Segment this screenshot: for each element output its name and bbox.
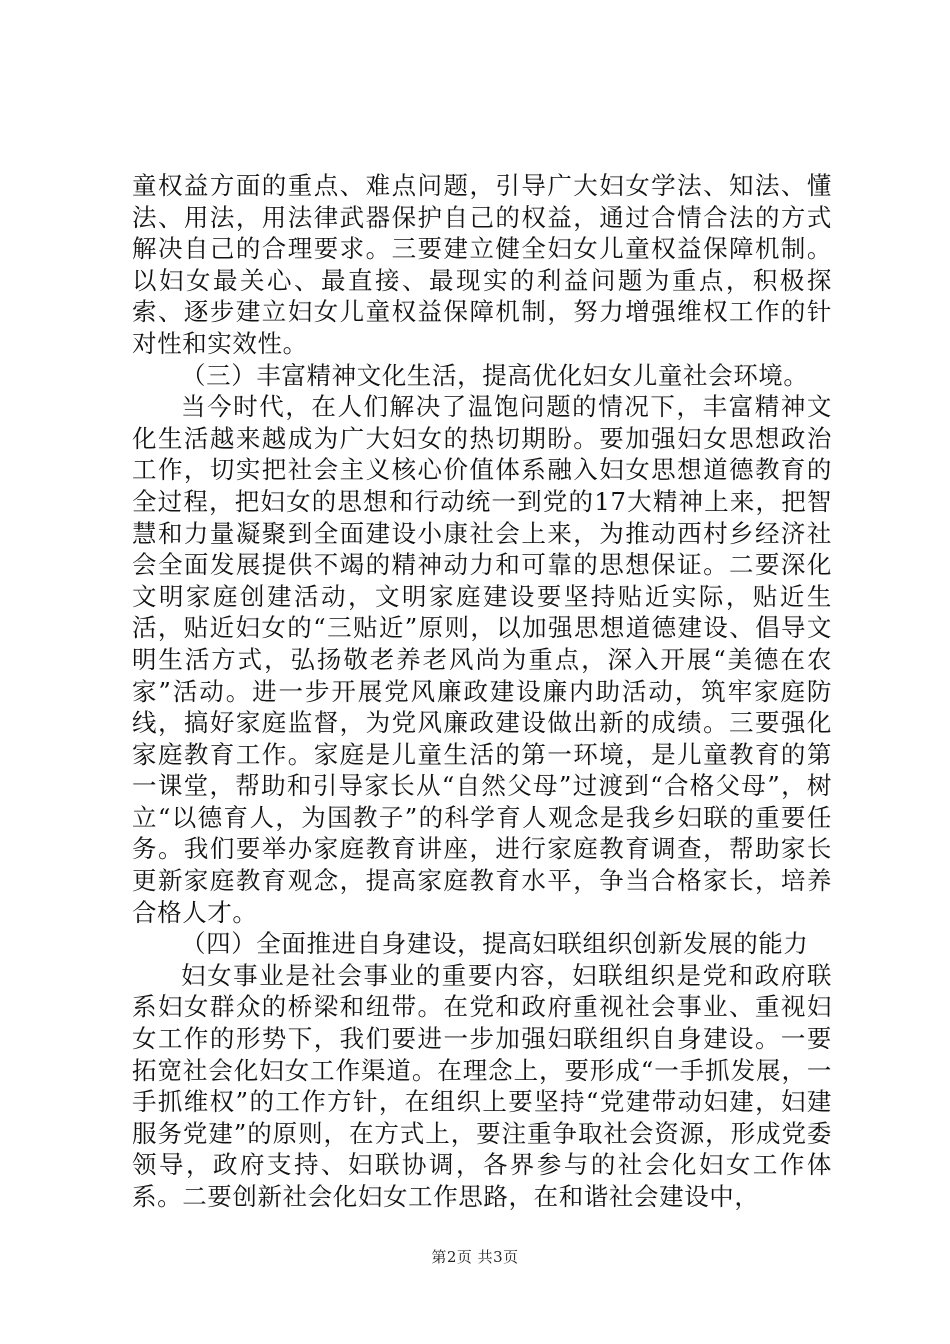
- page-number-footer: 第2页 共3页: [431, 1248, 519, 1266]
- section-heading-4: （四）全面推进自身建设，提高妇联组织创新发展的能力: [181, 929, 809, 959]
- paragraph-continuation: 童权益方面的重点、难点问题，引导广大妇女学法、知法、懂法、用法，用法律武器保护自己的权益，通过合情合法的方式解决自己的合理要求。三要建立健全妇女儿童权益保障机制。以妇女最关心、最直接、最现实的利益问题为重点，积极探索、逐步建立妇女儿童权益保障机制，努力增强维权工作的针对性和实效性。: [132, 171, 832, 358]
- document-body: [132, 170, 832, 1213]
- paragraph-culture: 当今时代，在人们解决了温饱问题的情况下，丰富精神文化生活越来越成为广大妇女的热切期盼。要加强妇女思想政治工作，切实把社会主义核心价值体系融入妇女思想道德教育的全过程，把妇女的思想和行动统一到党的17大精神上来，把智慧和力量凝聚到全面建设小康社会上来，为推动西村乡经济社会全面发展提供不竭的精神动力和可靠的思想保证。二要深化文明家庭创建活动，文明家庭建设要坚持贴近实际，贴近生活，贴近妇女的“三贴近”原则，以加强思想道德建设、倡导文明生活方式，弘扬敬老养老风尚为重点，深入开展“美德在农家”活动。进一步开展党风廉政建设廉内助活动，筑牢家庭防线，搞好家庭监督，为党风廉政建设做出新的成绩。三要强化家庭教育工作。家庭是儿童生活的第一环境，是儿童教育的第一课堂，帮助和引导家长从“自然父母”过渡到“合格父母”，树立“以德育人，为国教子”的科学育人观念是我乡妇联的重要任务。我们要举办家庭教育讲座，进行家庭教育调查，帮助家长更新家庭教育观念，提高家庭教育水平，争当合格家长，培养合格人才。: [132, 392, 832, 927]
- paragraph-self-building: 妇女事业是社会事业的重要内容，妇联组织是党和政府联系妇女群众的桥梁和纽带。在党和政府重视社会事业、重视妇女工作的形势下，我们要进一步加强妇联组织自身建设。一要拓宽社会化妇女工作渠道。在理念上，要形成“一手抓发展，一手抓维权”的工作方针，在组织上要坚持“党建带动妇建，妇建服务党建”的原则，在方式上，要注重争取社会资源，形成党委领导，政府支持、妇联协调，各界参与的社会化妇女工作体系。二要创新社会化妇女工作思路，在和谐社会建设中，: [132, 960, 832, 1211]
- section-heading-3: （三）丰富精神文化生活，提高优化妇女儿童社会环境。: [181, 360, 809, 390]
